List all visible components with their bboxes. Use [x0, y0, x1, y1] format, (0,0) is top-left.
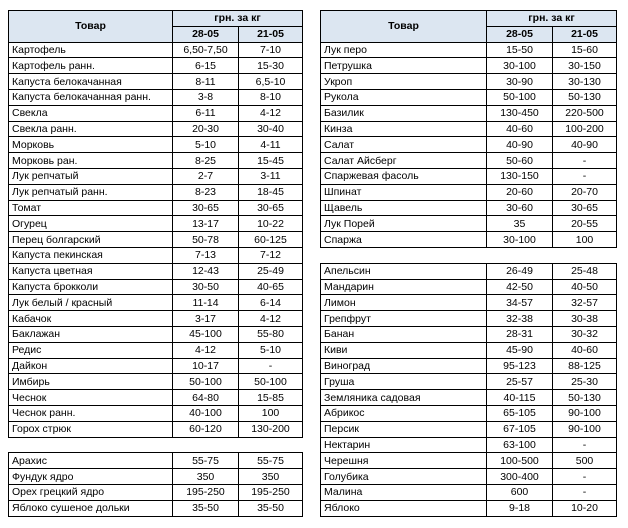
price-date-2-cell: 3-11	[239, 168, 303, 184]
price-date-2-cell: -	[239, 358, 303, 374]
table-row	[9, 311, 303, 327]
product-name-cell: Орех грецкий ядро	[9, 484, 173, 500]
header-product: Товар	[9, 11, 173, 43]
price-date-1-cell: 28-31	[487, 326, 553, 342]
product-name-cell: Дайкон	[9, 358, 173, 374]
price-date-1-cell: 35	[487, 216, 553, 232]
spacer-cell	[173, 437, 239, 453]
product-name-cell: Базилик	[321, 105, 487, 121]
left-table-body	[9, 11, 303, 517]
price-date-2-cell: 4-12	[239, 311, 303, 327]
table-row	[321, 279, 617, 295]
table-row	[9, 263, 303, 279]
price-date-2-cell: 25-48	[553, 263, 617, 279]
product-name-cell: Спаржевая фасоль	[321, 168, 487, 184]
price-date-2-cell: 4-12	[239, 105, 303, 121]
price-date-1-cell: 30-100	[487, 232, 553, 248]
header-row	[9, 11, 303, 27]
table-row	[9, 121, 303, 137]
product-name-cell: Томат	[9, 200, 173, 216]
price-date-2-cell: 30-38	[553, 311, 617, 327]
price-date-2-cell: 15-60	[553, 42, 617, 58]
product-name-cell: Чеснок	[9, 390, 173, 406]
price-date-1-cell: 42-50	[487, 279, 553, 295]
table-row	[9, 168, 303, 184]
table-row	[321, 326, 617, 342]
price-date-2-cell: 40-65	[239, 279, 303, 295]
price-date-1-cell: 6,50-7,50	[173, 42, 239, 58]
table-row	[9, 295, 303, 311]
price-date-1-cell: 50-100	[487, 89, 553, 105]
price-date-2-cell: 30-65	[239, 200, 303, 216]
price-date-1-cell: 63-100	[487, 437, 553, 453]
price-date-1-cell: 64-80	[173, 390, 239, 406]
left-price-table	[8, 10, 303, 517]
price-date-1-cell: 8-11	[173, 74, 239, 90]
price-date-2-cell: 5-10	[239, 342, 303, 358]
price-date-2-cell: 90-100	[553, 421, 617, 437]
product-name-cell: Абрикос	[321, 405, 487, 421]
product-name-cell: Апельсин	[321, 263, 487, 279]
price-date-1-cell: 11-14	[173, 295, 239, 311]
price-date-1-cell: 40-115	[487, 390, 553, 406]
price-date-2-cell: 30-130	[553, 74, 617, 90]
price-date-2-cell: 15-30	[239, 58, 303, 74]
table-row	[9, 453, 303, 469]
price-date-2-cell: 35-50	[239, 500, 303, 516]
spacer-cell	[321, 247, 487, 263]
product-name-cell: Капуста пекинская	[9, 247, 173, 263]
product-name-cell: Лук репчатый ранн.	[9, 184, 173, 200]
spacer-row	[321, 247, 617, 263]
price-date-2-cell: 20-70	[553, 184, 617, 200]
table-row	[321, 453, 617, 469]
table-row	[9, 342, 303, 358]
product-name-cell: Малина	[321, 484, 487, 500]
table-row	[9, 247, 303, 263]
product-name-cell: Спаржа	[321, 232, 487, 248]
header-unit: грн. за кг	[487, 11, 617, 27]
table-row	[321, 168, 617, 184]
product-name-cell: Свекла ранн.	[9, 121, 173, 137]
table-row	[321, 390, 617, 406]
price-date-1-cell: 20-60	[487, 184, 553, 200]
price-date-1-cell: 195-250	[173, 484, 239, 500]
product-name-cell: Морковь	[9, 137, 173, 153]
price-date-2-cell: 6,5-10	[239, 74, 303, 90]
product-name-cell: Капуста белокачанная	[9, 74, 173, 90]
price-date-1-cell: 30-60	[487, 200, 553, 216]
spacer-row	[9, 437, 303, 453]
table-row	[321, 342, 617, 358]
product-name-cell: Чеснок ранн.	[9, 405, 173, 421]
product-name-cell: Рукола	[321, 89, 487, 105]
table-row	[321, 42, 617, 58]
table-row	[9, 74, 303, 90]
table-row	[321, 137, 617, 153]
table-row	[321, 405, 617, 421]
table-row	[9, 200, 303, 216]
price-date-1-cell: 6-15	[173, 58, 239, 74]
price-date-2-cell: 8-10	[239, 89, 303, 105]
table-row	[9, 184, 303, 200]
table-row	[9, 405, 303, 421]
price-date-1-cell: 45-90	[487, 342, 553, 358]
spacer-cell	[9, 437, 173, 453]
table-row	[321, 200, 617, 216]
header-date-2: 21-05	[239, 26, 303, 42]
price-date-2-cell: -	[553, 484, 617, 500]
price-date-2-cell: 55-80	[239, 326, 303, 342]
spacer-cell	[553, 247, 617, 263]
table-row	[9, 421, 303, 437]
product-name-cell: Фундук ядро	[9, 469, 173, 485]
price-date-1-cell: 67-105	[487, 421, 553, 437]
table-row	[321, 295, 617, 311]
price-date-2-cell: 50-130	[553, 89, 617, 105]
price-date-1-cell: 6-11	[173, 105, 239, 121]
price-date-1-cell: 4-12	[173, 342, 239, 358]
price-date-1-cell: 95-123	[487, 358, 553, 374]
table-row	[321, 153, 617, 169]
price-date-1-cell: 26-49	[487, 263, 553, 279]
product-name-cell: Морковь ран.	[9, 153, 173, 169]
product-name-cell: Щавель	[321, 200, 487, 216]
price-date-2-cell: 4-11	[239, 137, 303, 153]
product-name-cell: Имбирь	[9, 374, 173, 390]
product-name-cell: Капуста цветная	[9, 263, 173, 279]
product-name-cell: Лук репчатый	[9, 168, 173, 184]
price-date-2-cell: 25-30	[553, 374, 617, 390]
product-name-cell: Шпинат	[321, 184, 487, 200]
price-date-1-cell: 5-10	[173, 137, 239, 153]
table-row	[9, 105, 303, 121]
product-name-cell: Грепфрут	[321, 311, 487, 327]
table-row	[9, 390, 303, 406]
price-date-2-cell: 500	[553, 453, 617, 469]
price-date-2-cell: 10-20	[553, 500, 617, 516]
price-date-1-cell: 32-38	[487, 311, 553, 327]
price-date-2-cell: 195-250	[239, 484, 303, 500]
right-price-table	[320, 10, 617, 517]
price-date-1-cell: 3-8	[173, 89, 239, 105]
product-name-cell: Виноград	[321, 358, 487, 374]
product-name-cell: Перец болгарский	[9, 232, 173, 248]
table-row	[321, 500, 617, 516]
product-name-cell: Лимон	[321, 295, 487, 311]
price-date-1-cell: 130-150	[487, 168, 553, 184]
price-date-2-cell: 6-14	[239, 295, 303, 311]
table-row	[321, 437, 617, 453]
price-date-1-cell: 40-60	[487, 121, 553, 137]
price-date-2-cell: 90-100	[553, 405, 617, 421]
product-name-cell: Лук Порей	[321, 216, 487, 232]
table-row	[9, 232, 303, 248]
price-date-2-cell: 100-200	[553, 121, 617, 137]
price-date-1-cell: 13-17	[173, 216, 239, 232]
table-row	[9, 374, 303, 390]
price-date-2-cell: 100	[239, 405, 303, 421]
price-date-1-cell: 55-75	[173, 453, 239, 469]
price-date-1-cell: 100-500	[487, 453, 553, 469]
price-date-1-cell: 40-100	[173, 405, 239, 421]
table-row	[321, 58, 617, 74]
table-row	[9, 42, 303, 58]
product-name-cell: Яблоко сушеное дольки	[9, 500, 173, 516]
price-date-1-cell: 30-65	[173, 200, 239, 216]
product-name-cell: Банан	[321, 326, 487, 342]
price-date-2-cell: -	[553, 437, 617, 453]
product-name-cell: Петрушка	[321, 58, 487, 74]
price-date-2-cell: 18-45	[239, 184, 303, 200]
product-name-cell: Горох стрюк	[9, 421, 173, 437]
right-table-body	[321, 11, 617, 517]
table-row	[321, 484, 617, 500]
table-row	[9, 500, 303, 516]
table-row	[321, 121, 617, 137]
header-date-2: 21-05	[553, 26, 617, 42]
price-date-2-cell: 30-32	[553, 326, 617, 342]
product-name-cell: Укроп	[321, 74, 487, 90]
price-date-2-cell: 15-45	[239, 153, 303, 169]
product-name-cell: Киви	[321, 342, 487, 358]
price-date-1-cell: 30-100	[487, 58, 553, 74]
table-row	[9, 137, 303, 153]
header-product: Товар	[321, 11, 487, 43]
product-name-cell: Яблоко	[321, 500, 487, 516]
product-name-cell: Картофель ранн.	[9, 58, 173, 74]
price-date-2-cell: 40-50	[553, 279, 617, 295]
table-row	[9, 216, 303, 232]
price-date-1-cell: 65-105	[487, 405, 553, 421]
price-date-2-cell: -	[553, 153, 617, 169]
table-row	[321, 105, 617, 121]
product-name-cell: Арахис	[9, 453, 173, 469]
price-date-2-cell: 50-130	[553, 390, 617, 406]
product-name-cell: Капуста белокачанная ранн.	[9, 89, 173, 105]
product-name-cell: Баклажан	[9, 326, 173, 342]
price-date-1-cell: 50-60	[487, 153, 553, 169]
table-row	[321, 232, 617, 248]
product-name-cell: Кабачок	[9, 311, 173, 327]
price-date-1-cell: 8-23	[173, 184, 239, 200]
header-row	[321, 11, 617, 27]
price-date-1-cell: 20-30	[173, 121, 239, 137]
header-date-1: 28-05	[173, 26, 239, 42]
product-name-cell: Салат Айсберг	[321, 153, 487, 169]
price-date-2-cell: 15-85	[239, 390, 303, 406]
product-name-cell: Лук перо	[321, 42, 487, 58]
price-date-1-cell: 600	[487, 484, 553, 500]
price-date-2-cell: 30-150	[553, 58, 617, 74]
product-name-cell: Капуста брокколи	[9, 279, 173, 295]
price-date-2-cell: 40-60	[553, 342, 617, 358]
price-date-1-cell: 2-7	[173, 168, 239, 184]
price-date-2-cell: 20-55	[553, 216, 617, 232]
price-date-2-cell: -	[553, 168, 617, 184]
price-date-2-cell: 32-57	[553, 295, 617, 311]
table-row	[9, 484, 303, 500]
product-name-cell: Голубика	[321, 469, 487, 485]
product-name-cell: Лук белый / красный	[9, 295, 173, 311]
price-date-2-cell: 25-49	[239, 263, 303, 279]
table-row	[321, 216, 617, 232]
price-date-2-cell: 100	[553, 232, 617, 248]
spacer-cell	[487, 247, 553, 263]
product-name-cell: Черешня	[321, 453, 487, 469]
price-date-1-cell: 60-120	[173, 421, 239, 437]
table-row	[321, 421, 617, 437]
price-date-1-cell: 34-57	[487, 295, 553, 311]
price-date-1-cell: 15-50	[487, 42, 553, 58]
table-row	[9, 58, 303, 74]
table-row	[321, 89, 617, 105]
price-date-1-cell: 8-25	[173, 153, 239, 169]
product-name-cell: Груша	[321, 374, 487, 390]
spacer-cell	[239, 437, 303, 453]
price-date-1-cell: 12-43	[173, 263, 239, 279]
price-date-1-cell: 7-13	[173, 247, 239, 263]
price-date-1-cell: 50-100	[173, 374, 239, 390]
table-row	[321, 374, 617, 390]
table-row	[321, 469, 617, 485]
price-date-1-cell: 30-50	[173, 279, 239, 295]
product-name-cell: Свекла	[9, 105, 173, 121]
table-row	[321, 263, 617, 279]
table-row	[9, 89, 303, 105]
price-date-2-cell: 88-125	[553, 358, 617, 374]
price-date-1-cell: 25-57	[487, 374, 553, 390]
product-name-cell: Земляника садовая	[321, 390, 487, 406]
product-name-cell: Салат	[321, 137, 487, 153]
price-date-2-cell: 350	[239, 469, 303, 485]
price-date-2-cell: 50-100	[239, 374, 303, 390]
table-row	[9, 326, 303, 342]
table-row	[9, 358, 303, 374]
price-date-2-cell: 40-90	[553, 137, 617, 153]
price-date-1-cell: 10-17	[173, 358, 239, 374]
header-date-1: 28-05	[487, 26, 553, 42]
product-name-cell: Мандарин	[321, 279, 487, 295]
price-date-2-cell: 130-200	[239, 421, 303, 437]
price-date-2-cell: 30-40	[239, 121, 303, 137]
product-name-cell: Нектарин	[321, 437, 487, 453]
price-date-2-cell: 7-10	[239, 42, 303, 58]
table-row	[9, 153, 303, 169]
table-row	[9, 469, 303, 485]
price-date-1-cell: 35-50	[173, 500, 239, 516]
table-row	[321, 358, 617, 374]
price-date-1-cell: 130-450	[487, 105, 553, 121]
price-date-1-cell: 9-18	[487, 500, 553, 516]
table-row	[321, 184, 617, 200]
price-date-2-cell: 30-65	[553, 200, 617, 216]
product-name-cell: Редис	[9, 342, 173, 358]
price-date-1-cell: 300-400	[487, 469, 553, 485]
table-row	[321, 74, 617, 90]
price-date-1-cell: 45-100	[173, 326, 239, 342]
price-date-1-cell: 30-90	[487, 74, 553, 90]
product-name-cell: Картофель	[9, 42, 173, 58]
price-date-2-cell: 55-75	[239, 453, 303, 469]
price-date-1-cell: 50-78	[173, 232, 239, 248]
price-date-1-cell: 40-90	[487, 137, 553, 153]
product-name-cell: Кинза	[321, 121, 487, 137]
header-unit: грн. за кг	[173, 11, 303, 27]
product-name-cell: Персик	[321, 421, 487, 437]
table-row	[9, 279, 303, 295]
price-date-2-cell: 10-22	[239, 216, 303, 232]
product-name-cell: Огурец	[9, 216, 173, 232]
price-date-2-cell: 220-500	[553, 105, 617, 121]
price-date-2-cell: -	[553, 469, 617, 485]
price-date-1-cell: 350	[173, 469, 239, 485]
price-date-1-cell: 3-17	[173, 311, 239, 327]
price-date-2-cell: 7-12	[239, 247, 303, 263]
table-row	[321, 311, 617, 327]
price-date-2-cell: 60-125	[239, 232, 303, 248]
